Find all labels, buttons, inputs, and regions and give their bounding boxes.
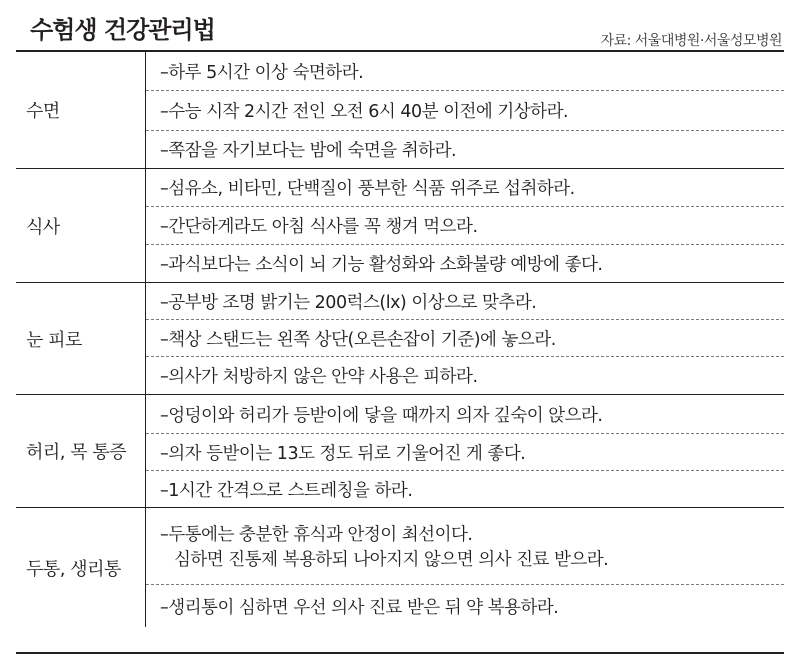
section-items	[146, 283, 784, 394]
list-item	[146, 395, 784, 433]
item-text: –섬유소, 비타민, 단백질이 풍부한 식품 위주로 섭취하라.	[160, 179, 575, 199]
item-text: –간단하게라도 아침 식사를 꼭 챙겨 먹으라.	[160, 217, 478, 237]
list-item	[146, 433, 784, 470]
list-item	[146, 508, 784, 584]
source-note: 자료: 서울대병원·서울성모병원	[600, 33, 782, 49]
section-label: 눈 피로	[16, 283, 146, 394]
header	[0, 0, 800, 52]
section-back-neck-pain	[16, 394, 784, 507]
item-text: –쪽잠을 자기보다는 밤에 숙면을 취하라.	[160, 141, 457, 161]
section-headache-cramps	[16, 507, 784, 627]
section-items	[146, 52, 784, 168]
page-title: 수험생 건강관리법	[30, 16, 215, 44]
item-text: –책상 스탠드는 왼쪽 상단(오른손잡이 기준)에 놓으라.	[160, 329, 556, 350]
item-text: –하루 5시간 이상 숙면하라.	[160, 62, 364, 83]
list-item	[146, 283, 784, 319]
item-text: –생리통이 심하면 우선 의사 진료 받은 뒤 약 복용하라.	[160, 597, 559, 618]
list-item	[146, 206, 784, 244]
section-label: 두통, 생리통	[16, 508, 146, 627]
bottom-rule	[16, 652, 784, 654]
list-item	[146, 244, 784, 282]
list-item	[146, 319, 784, 356]
item-text: –과식보다는 소식이 뇌 기능 활성화와 소화불량 예방에 좋다.	[160, 255, 603, 275]
list-item	[146, 470, 784, 507]
item-text: –두통에는 충분한 휴식과 안정이 최선이다.	[160, 525, 473, 545]
item-text-continued: 심하면 진통제 복용하되 나아지지 않으면 의사 진료 받으라.	[174, 550, 609, 570]
item-text: –수능 시작 2시간 전인 오전 6시 40분 이전에 기상하라.	[160, 102, 569, 122]
item-text: –1시간 간격으로 스트레칭을 하라.	[160, 480, 413, 501]
item-text: –엉덩이와 허리가 등받이에 닿을 때까지 의자 깊숙이 앉으라.	[160, 405, 603, 426]
section-meal	[16, 168, 784, 282]
item-text: –의사가 처방하지 않은 안약 사용은 피하라.	[160, 367, 478, 387]
list-item	[146, 90, 784, 130]
section-sleep	[16, 52, 784, 168]
section-label: 수면	[16, 52, 146, 168]
section-items	[146, 395, 784, 507]
list-item	[146, 356, 784, 394]
section-label: 식사	[16, 169, 146, 282]
item-text: –의자 등받이는 13도 정도 뒤로 기울어진 게 좋다.	[160, 443, 526, 464]
item-text: –공부방 조명 밝기는 200럭스(lx) 이상으로 맞추라.	[160, 292, 537, 313]
list-item	[146, 130, 784, 168]
list-item	[146, 52, 784, 90]
section-eye-fatigue	[16, 282, 784, 394]
health-tips-table	[16, 52, 784, 627]
section-label: 허리, 목 통증	[16, 395, 146, 507]
section-items	[146, 169, 784, 282]
section-items	[146, 508, 784, 627]
list-item	[146, 169, 784, 206]
list-item	[146, 584, 784, 627]
